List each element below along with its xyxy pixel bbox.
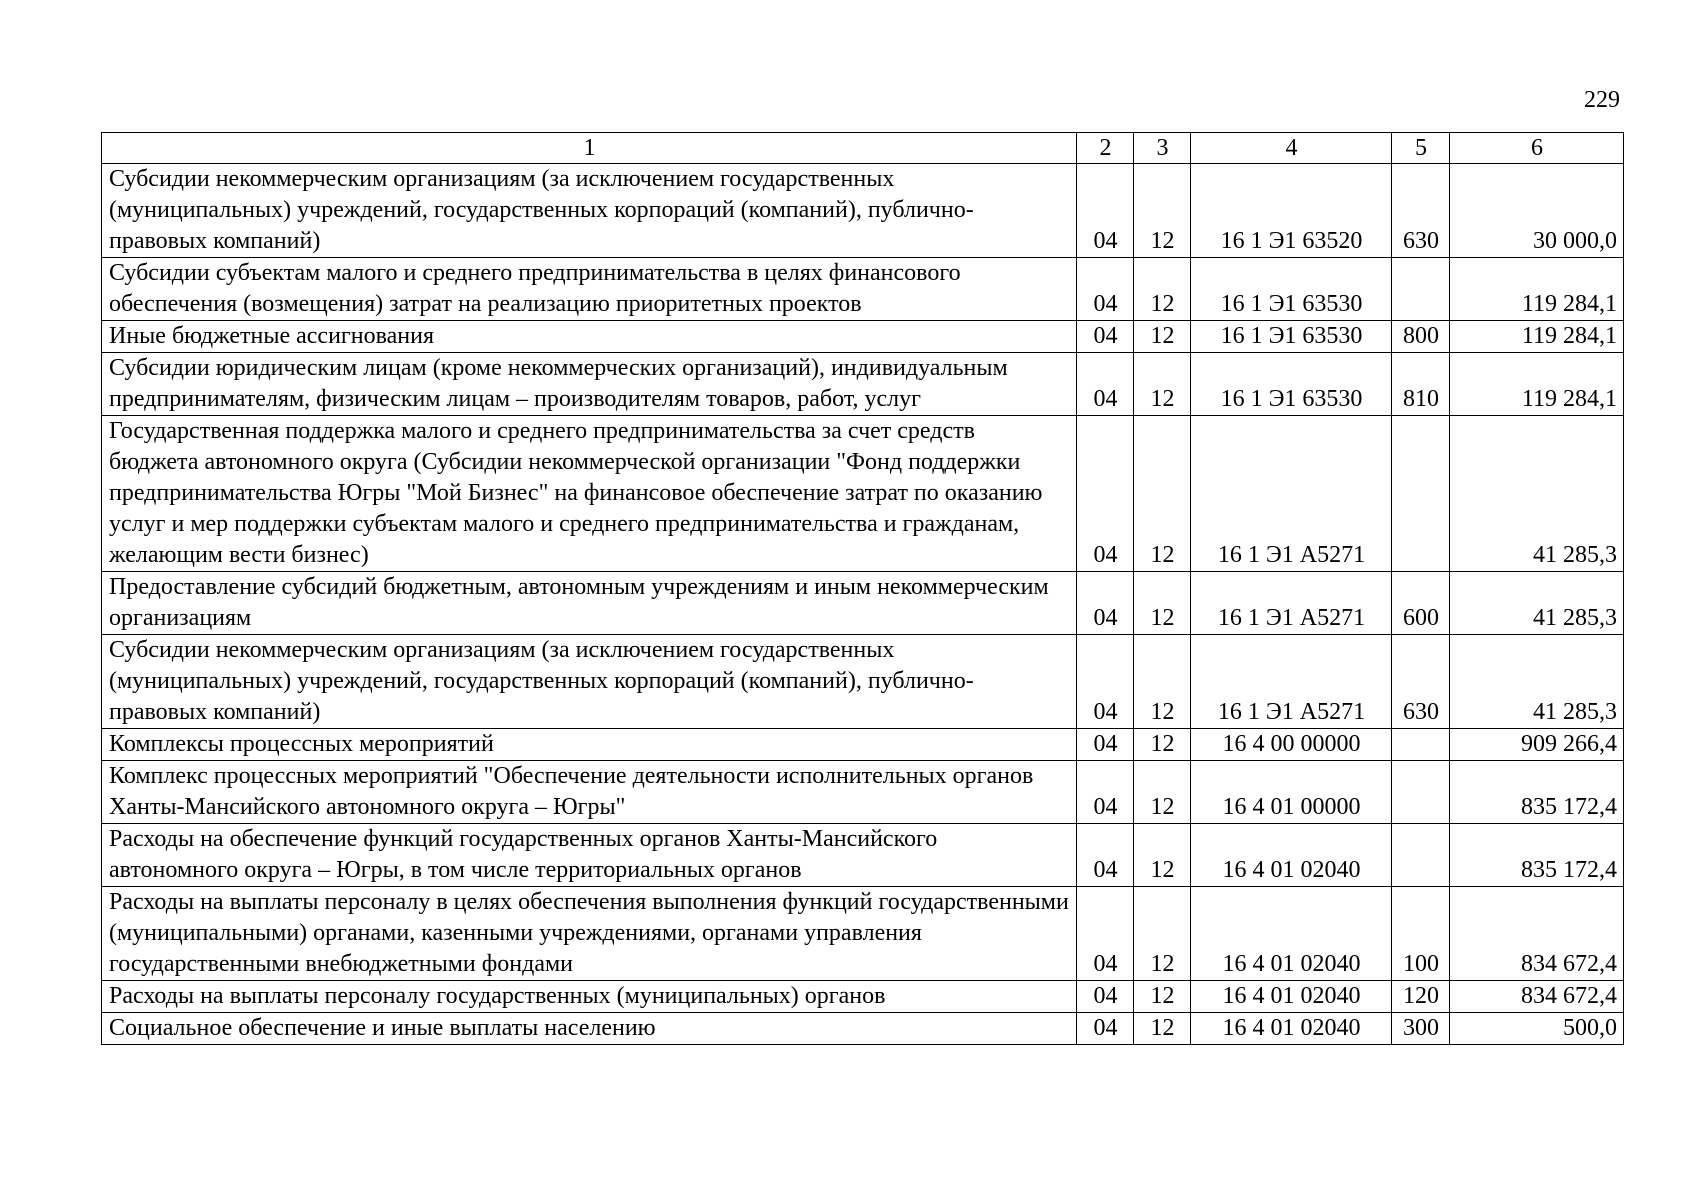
table-row — [102, 321, 1624, 353]
row-amount-cell: 41 285,3 — [1450, 416, 1624, 572]
header-cell: 3 — [1134, 133, 1191, 164]
table-row — [102, 164, 1624, 258]
row-name-cell: Социальное обеспечение и иные выплаты населению — [102, 1013, 1077, 1045]
row-subsection-cell: 12 — [1134, 1013, 1191, 1045]
row-section-cell: 04 — [1077, 761, 1134, 824]
row-subsection-cell: 12 — [1134, 635, 1191, 729]
row-section-cell: 04 — [1077, 887, 1134, 981]
header-cell: 1 — [102, 133, 1077, 164]
table-row — [102, 635, 1624, 729]
row-subsection-cell: 12 — [1134, 887, 1191, 981]
header-cell: 4 — [1191, 133, 1392, 164]
row-target-cell: 16 1 Э1 63530 — [1191, 321, 1392, 353]
row-amount-cell: 835 172,4 — [1450, 824, 1624, 887]
row-target-cell: 16 1 Э1 А5271 — [1191, 416, 1392, 572]
row-name-cell: Субсидии юридическим лицам (кроме некоммерческих организаций), индивидуальным предпринимателям, физическим лицам – производителям товаров, работ, услуг — [102, 353, 1077, 416]
row-section-cell: 04 — [1077, 416, 1134, 572]
row-amount-cell: 119 284,1 — [1450, 258, 1624, 321]
row-section-cell: 04 — [1077, 164, 1134, 258]
row-kind-cell — [1392, 416, 1450, 572]
row-amount-cell: 835 172,4 — [1450, 761, 1624, 824]
table-row — [102, 729, 1624, 761]
row-kind-cell — [1392, 258, 1450, 321]
table-row — [102, 981, 1624, 1013]
table-row — [102, 572, 1624, 635]
row-name-cell: Комплексы процессных мероприятий — [102, 729, 1077, 761]
row-target-cell: 16 4 01 02040 — [1191, 1013, 1392, 1045]
header-row — [102, 133, 1624, 164]
row-name-cell: Расходы на выплаты персоналу государственных (муниципальных) органов — [102, 981, 1077, 1013]
row-section-cell: 04 — [1077, 729, 1134, 761]
row-target-cell: 16 1 Э1 63530 — [1191, 353, 1392, 416]
table-row — [102, 258, 1624, 321]
row-section-cell: 04 — [1077, 353, 1134, 416]
row-target-cell: 16 1 Э1 63520 — [1191, 164, 1392, 258]
row-amount-cell: 119 284,1 — [1450, 321, 1624, 353]
row-name-cell: Расходы на выплаты персоналу в целях обеспечения выполнения функций государственными (муниципальными) органами, казенными учреждениями, органами управления государственными внебюджетными фондами — [102, 887, 1077, 981]
row-kind-cell: 100 — [1392, 887, 1450, 981]
table-row — [102, 824, 1624, 887]
row-subsection-cell: 12 — [1134, 729, 1191, 761]
row-target-cell: 16 4 01 02040 — [1191, 981, 1392, 1013]
row-kind-cell: 600 — [1392, 572, 1450, 635]
table-row — [102, 416, 1624, 572]
row-kind-cell — [1392, 729, 1450, 761]
row-target-cell: 16 1 Э1 А5271 — [1191, 635, 1392, 729]
header-cell: 2 — [1077, 133, 1134, 164]
row-name-cell: Субсидии субъектам малого и среднего предпринимательства в целях финансового обеспечения (возмещения) затрат на реализацию приоритетных проектов — [102, 258, 1077, 321]
row-kind-cell — [1392, 761, 1450, 824]
row-name-cell: Субсидии некоммерческим организациям (за исключением государственных (муниципальных) учреждений, государственных корпораций (компаний), публично-правовых компаний) — [102, 635, 1077, 729]
row-name-cell: Иные бюджетные ассигнования — [102, 321, 1077, 353]
row-section-cell: 04 — [1077, 824, 1134, 887]
row-subsection-cell: 12 — [1134, 353, 1191, 416]
row-subsection-cell: 12 — [1134, 321, 1191, 353]
row-target-cell: 16 1 Э1 63530 — [1191, 258, 1392, 321]
row-amount-cell: 909 266,4 — [1450, 729, 1624, 761]
row-name-cell: Государственная поддержка малого и среднего предпринимательства за счет средств бюджета автономного округа (Субсидии некоммерческой организации "Фонд поддержки предпринимательства Югры "Мой Бизнес" на финансовое обеспечение затрат по оказанию услуг и мер поддержки субъектам малого и среднего предпринимательства и гражданам, желающим вести бизнес) — [102, 416, 1077, 572]
row-target-cell: 16 1 Э1 А5271 — [1191, 572, 1392, 635]
row-target-cell: 16 4 01 02040 — [1191, 887, 1392, 981]
row-subsection-cell: 12 — [1134, 258, 1191, 321]
row-name-cell: Расходы на обеспечение функций государственных органов Ханты-Мансийского автономного округа – Югры, в том числе территориальных органов — [102, 824, 1077, 887]
row-kind-cell: 630 — [1392, 164, 1450, 258]
row-section-cell: 04 — [1077, 258, 1134, 321]
page-number: 229 — [1584, 87, 1620, 113]
row-subsection-cell: 12 — [1134, 761, 1191, 824]
table-header — [102, 133, 1624, 164]
table-row — [102, 887, 1624, 981]
table-row — [102, 1013, 1624, 1045]
row-amount-cell: 834 672,4 — [1450, 887, 1624, 981]
row-kind-cell: 810 — [1392, 353, 1450, 416]
row-amount-cell: 30 000,0 — [1450, 164, 1624, 258]
row-section-cell: 04 — [1077, 572, 1134, 635]
row-amount-cell: 834 672,4 — [1450, 981, 1624, 1013]
header-cell: 6 — [1450, 133, 1624, 164]
table-row — [102, 353, 1624, 416]
row-section-cell: 04 — [1077, 981, 1134, 1013]
row-kind-cell: 120 — [1392, 981, 1450, 1013]
row-subsection-cell: 12 — [1134, 981, 1191, 1013]
row-name-cell: Субсидии некоммерческим организациям (за исключением государственных (муниципальных) учреждений, государственных корпораций (компаний), публично-правовых компаний) — [102, 164, 1077, 258]
row-target-cell: 16 4 01 00000 — [1191, 761, 1392, 824]
row-section-cell: 04 — [1077, 1013, 1134, 1045]
row-kind-cell — [1392, 824, 1450, 887]
row-target-cell: 16 4 00 00000 — [1191, 729, 1392, 761]
row-section-cell: 04 — [1077, 635, 1134, 729]
row-subsection-cell: 12 — [1134, 572, 1191, 635]
row-amount-cell: 500,0 — [1450, 1013, 1624, 1045]
row-kind-cell: 800 — [1392, 321, 1450, 353]
row-name-cell: Комплекс процессных мероприятий "Обеспечение деятельности исполнительных органов Ханты-Мансийского автономного округа – Югры" — [102, 761, 1077, 824]
table-body — [102, 164, 1624, 1045]
table-row — [102, 761, 1624, 824]
row-subsection-cell: 12 — [1134, 164, 1191, 258]
row-kind-cell: 300 — [1392, 1013, 1450, 1045]
row-amount-cell: 119 284,1 — [1450, 353, 1624, 416]
header-cell: 5 — [1392, 133, 1450, 164]
row-subsection-cell: 12 — [1134, 416, 1191, 572]
row-subsection-cell: 12 — [1134, 824, 1191, 887]
budget-table — [101, 132, 1624, 1045]
row-kind-cell: 630 — [1392, 635, 1450, 729]
row-amount-cell: 41 285,3 — [1450, 572, 1624, 635]
row-name-cell: Предоставление субсидий бюджетным, автономным учреждениям и иным некоммерческим организациям — [102, 572, 1077, 635]
row-section-cell: 04 — [1077, 321, 1134, 353]
row-target-cell: 16 4 01 02040 — [1191, 824, 1392, 887]
row-amount-cell: 41 285,3 — [1450, 635, 1624, 729]
